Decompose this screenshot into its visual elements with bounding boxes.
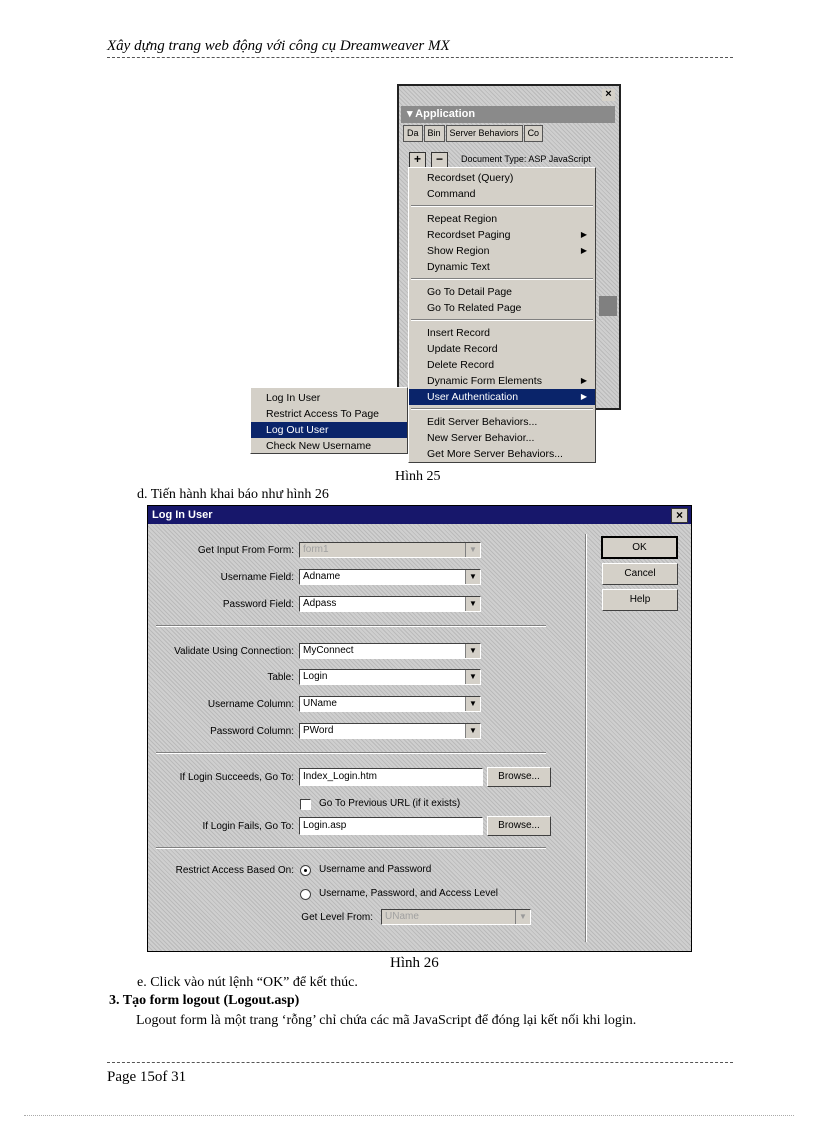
get-level-label: Get Level From: [301,912,373,923]
menu-item-dynamic-text[interactable]: Dynamic Text [427,261,490,273]
connection-select[interactable] [299,643,481,659]
connection-value: MyConnect [303,645,354,656]
panel-tabs [403,125,543,142]
menu-item-dynamic-form-elements[interactable] [409,373,595,389]
radio-access-level-label: Username, Password, and Access Level [319,888,498,899]
cancel-button[interactable]: Cancel [602,563,678,585]
username-field-label: Username Field: [220,572,294,583]
radio-username-password[interactable] [300,865,311,876]
radio-access-level[interactable] [300,889,311,900]
section-divider [156,625,546,627]
page-bottom-border [24,1115,794,1116]
chevron-down-icon: ▼ [465,697,480,711]
section-3-heading: 3. Tạo form logout (Logout.asp) [109,993,300,1008]
submenu-item-check-new-username[interactable]: Check New Username [266,440,372,452]
menu-item-label: User Authentication [427,391,519,403]
help-button[interactable]: Help [602,589,678,611]
username-field-select[interactable] [299,569,481,585]
menu-item-new-server-behavior[interactable]: New Server Behavior... [427,432,535,444]
menu-item-label: Show Region [427,245,490,257]
username-field-value: Adname [303,571,341,582]
page-number: Page 15of 31 [107,1069,187,1085]
menu-separator [411,278,593,280]
login-fails-label: If Login Fails, Go To: [202,821,294,832]
menu-item-repeat-region[interactable]: Repeat Region [427,213,498,225]
get-level-value: UName [385,911,419,922]
menu-item-go-to-detail-page[interactable]: Go To Detail Page [427,286,513,298]
username-column-label: Username Column: [207,699,294,710]
tab-server-behaviors[interactable]: Server Behaviors [446,125,523,142]
dialog-title-bar [148,506,691,524]
menu-separator [411,319,593,321]
add-behavior-button[interactable]: + [409,152,426,168]
radio-username-password-label: Username and Password [319,864,432,875]
chevron-down-icon: ▼ [465,543,480,557]
ok-button[interactable]: OK [601,536,678,559]
panel-toolbar [403,152,615,168]
get-input-label: Get Input From Form: [197,545,294,556]
restrict-access-label: Restrict Access Based On: [175,865,294,876]
menu-item-delete-record[interactable]: Delete Record [427,359,495,371]
menu-item-recordset-paging[interactable] [409,227,595,243]
log-in-user-dialog [147,505,692,952]
tab-databases[interactable]: Da [403,125,423,142]
login-succeeds-input[interactable]: Index_Login.htm [299,768,483,786]
table-label: Table: [267,672,294,683]
running-header: Xây dựng trang web động với công cụ Dreamweaver MX [107,38,450,54]
remove-behavior-button[interactable]: − [431,152,448,168]
footer-divider [107,1062,733,1063]
menu-item-label: Dynamic Form Elements [427,375,542,387]
panel-title[interactable]: ▾ Application [401,106,615,123]
document-type-label: Document Type: ASP JavaScript [461,154,591,164]
step-d-text: d. Tiến hành khai báo như hình 26 [137,487,329,502]
menu-item-get-more-server-behaviors[interactable]: Get More Server Behaviors... [427,448,563,460]
password-column-label: Password Column: [210,726,294,737]
chevron-down-icon: ▼ [465,724,480,738]
password-field-select[interactable] [299,596,481,612]
section-divider [156,847,546,849]
chevron-down-icon: ▼ [465,644,480,658]
submenu-arrow-icon: ▶ [580,230,587,239]
button-column-divider [585,534,587,942]
header-divider [107,57,733,58]
submenu-arrow-icon: ▶ [580,246,587,255]
submenu-arrow-icon: ▶ [580,392,587,401]
dialog-title: Log In User [152,509,213,521]
tab-bindings[interactable]: Bin [424,125,445,142]
get-input-select[interactable] [299,542,481,558]
submenu-item-log-out-user[interactable]: Log Out User [251,422,407,438]
panel-title-label: Application [415,108,476,120]
submenu-item-restrict-access[interactable]: Restrict Access To Page [266,408,380,420]
table-value: Login [303,671,328,682]
get-input-value: form1 [303,544,329,555]
step-e-text: e. Click vào nút lệnh “OK” để kết thúc. [137,975,358,990]
menu-item-command[interactable]: Command [427,188,476,200]
panel-scroll-area [599,296,617,316]
login-fails-input[interactable]: Login.asp [299,817,483,835]
figure-25-caption: Hình 25 [395,469,441,484]
chevron-down-icon: ▼ [515,910,530,924]
server-behaviors-menu [408,167,596,463]
section-3-body: Logout form là một trang ‘rỗng’ chỉ chứa các mã JavaScript để đóng lại kết nối khi login. [136,1013,637,1028]
menu-item-show-region[interactable] [409,243,595,259]
browse-fail-button[interactable]: Browse... [487,816,551,836]
submenu-item-log-in-user[interactable]: Log In User [266,392,321,404]
close-icon[interactable]: × [671,508,688,523]
username-column-select[interactable] [299,696,481,712]
previous-url-label: Go To Previous URL (if it exists) [319,798,461,809]
login-succeeds-label: If Login Succeeds, Go To: [179,772,294,783]
browse-success-button[interactable]: Browse... [487,767,551,787]
tab-components[interactable]: Co [524,125,544,142]
menu-item-user-authentication[interactable] [409,389,595,405]
password-field-label: Password Field: [222,599,294,610]
user-authentication-submenu [250,387,408,454]
get-level-select[interactable] [381,909,531,925]
password-column-value: PWord [303,725,334,736]
chevron-down-icon: ▼ [465,570,480,584]
table-select[interactable] [299,669,481,685]
submenu-arrow-icon: ▶ [580,376,587,385]
password-column-select[interactable] [299,723,481,739]
menu-item-update-record[interactable]: Update Record [427,343,498,355]
menu-item-recordset[interactable]: Recordset (Query) [427,172,514,184]
menu-separator [411,205,593,207]
menu-item-insert-record[interactable]: Insert Record [427,327,491,339]
section-divider [156,752,546,754]
figure-26-caption: Hình 26 [390,955,439,971]
chevron-down-icon: ▼ [465,670,480,684]
username-column-value: UName [303,698,337,709]
panel-close-icon[interactable]: × [602,89,615,101]
menu-item-edit-server-behaviors[interactable]: Edit Server Behaviors... [427,416,538,428]
validate-connection-label: Validate Using Connection: [174,646,294,657]
menu-item-go-to-related-page[interactable]: Go To Related Page [427,302,522,314]
chevron-down-icon: ▼ [465,597,480,611]
menu-separator [411,408,593,410]
password-field-value: Adpass [303,598,337,609]
menu-item-label: Recordset Paging [427,229,511,241]
previous-url-checkbox[interactable] [300,799,311,810]
